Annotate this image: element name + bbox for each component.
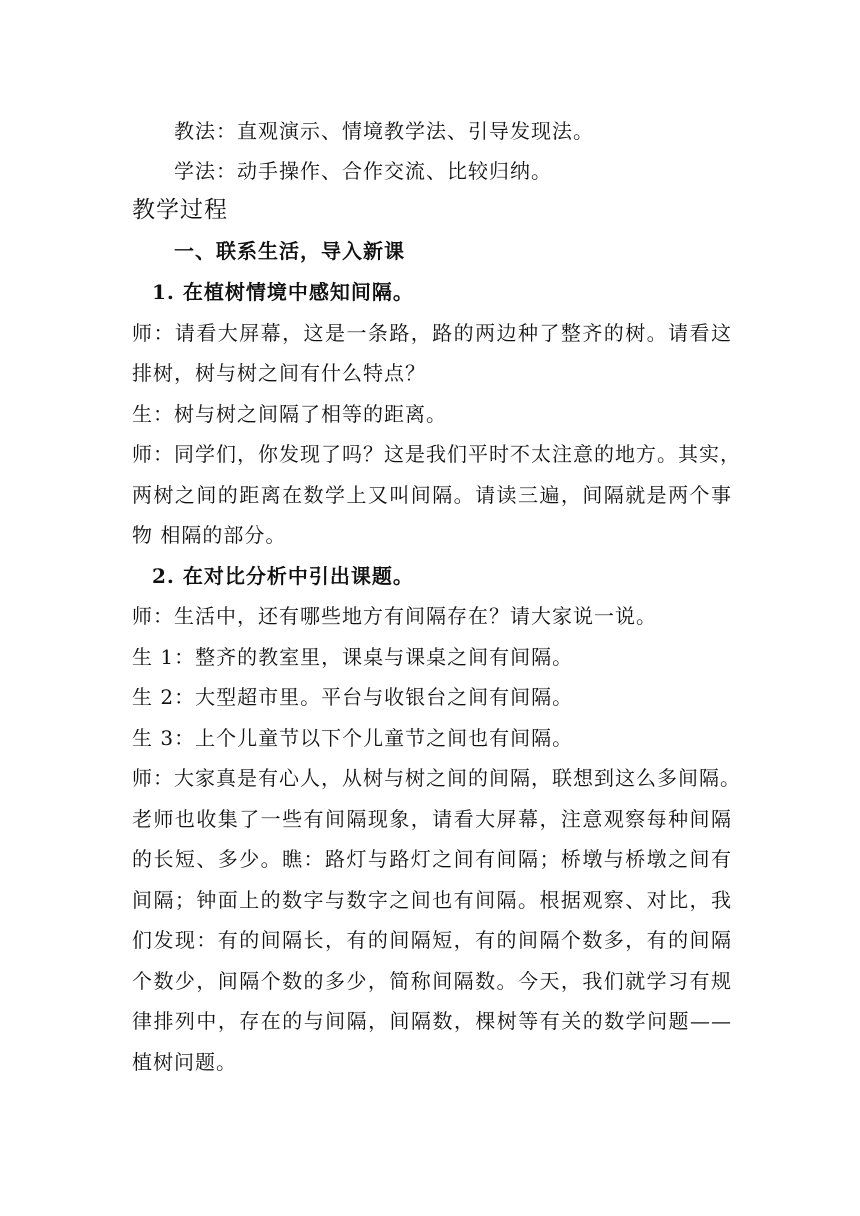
paragraph-line: 两树之间的距离在数学上又叫间隔。请读三遍，间隔就是两个事 <box>132 483 732 507</box>
paragraph-line: 物 相隔的部分。 <box>132 523 287 547</box>
paragraph-line: 个数少，间隔个数的多少，简称间隔数。今天，我们就学习有规 <box>132 969 732 993</box>
paragraph-line: 师：请看大屏幕，这是一条路，路的两边种了整齐的树。请看这 <box>132 321 732 345</box>
subheading-item-1: 1. 在植树情境中感知间隔。 <box>152 280 414 304</box>
paragraph-line: 师：生活中，还有哪些地方有间隔存在？请大家说一说。 <box>132 604 657 628</box>
subheading-item-2: 2. 在对比分析中引出课题。 <box>152 564 414 588</box>
paragraph-line: 老师也收集了一些有间隔现象，请看大屏幕，注意观察每种间隔 <box>132 807 732 831</box>
paragraph-line: 生 3：上个儿童节以下个儿童节之间也有间隔。 <box>132 726 574 750</box>
paragraph-line: 植树问题。 <box>132 1050 237 1074</box>
paragraph-line: 律排列中，存在的与间隔，间隔数，棵树等有关的数学问题—— <box>132 1009 732 1033</box>
paragraph-line: 生：树与树之间隔了相等的距离。 <box>132 402 447 426</box>
section-heading-teaching-process: 教学过程 <box>132 197 228 223</box>
learning-methods-line: 学法：动手操作、合作交流、比较归纳。 <box>174 159 552 183</box>
paragraph-line: 生 2：大型超市里。平台与收银台之间有间隔。 <box>132 685 574 709</box>
paragraph-line: 生 1：整齐的教室里，课桌与课桌之间有间隔。 <box>132 645 574 669</box>
paragraph-line: 师：同学们，你发现了吗？这是我们平时不太注意的地方。其实， <box>132 442 741 466</box>
teaching-methods-line: 教法：直观演示、情境教学法、引导发现法。 <box>174 119 594 143</box>
subheading-part-one: 一、联系生活，导入新课 <box>174 239 405 263</box>
paragraph-line: 排树，树与树之间有什么特点？ <box>132 361 426 385</box>
paragraph-line: 师：大家真是有心人，从树与树之间的间隔，联想到这么多间隔。 <box>132 766 741 790</box>
paragraph-line: 们发现：有的间隔长，有的间隔短，有的间隔个数多，有的间隔 <box>132 928 732 952</box>
paragraph-line: 的长短、多少。瞧：路灯与路灯之间有间隔；桥墩与桥墩之间有 <box>132 847 732 871</box>
paragraph-line: 间隔；钟面上的数字与数字之间也有间隔。根据观察、对比，我 <box>132 888 732 912</box>
